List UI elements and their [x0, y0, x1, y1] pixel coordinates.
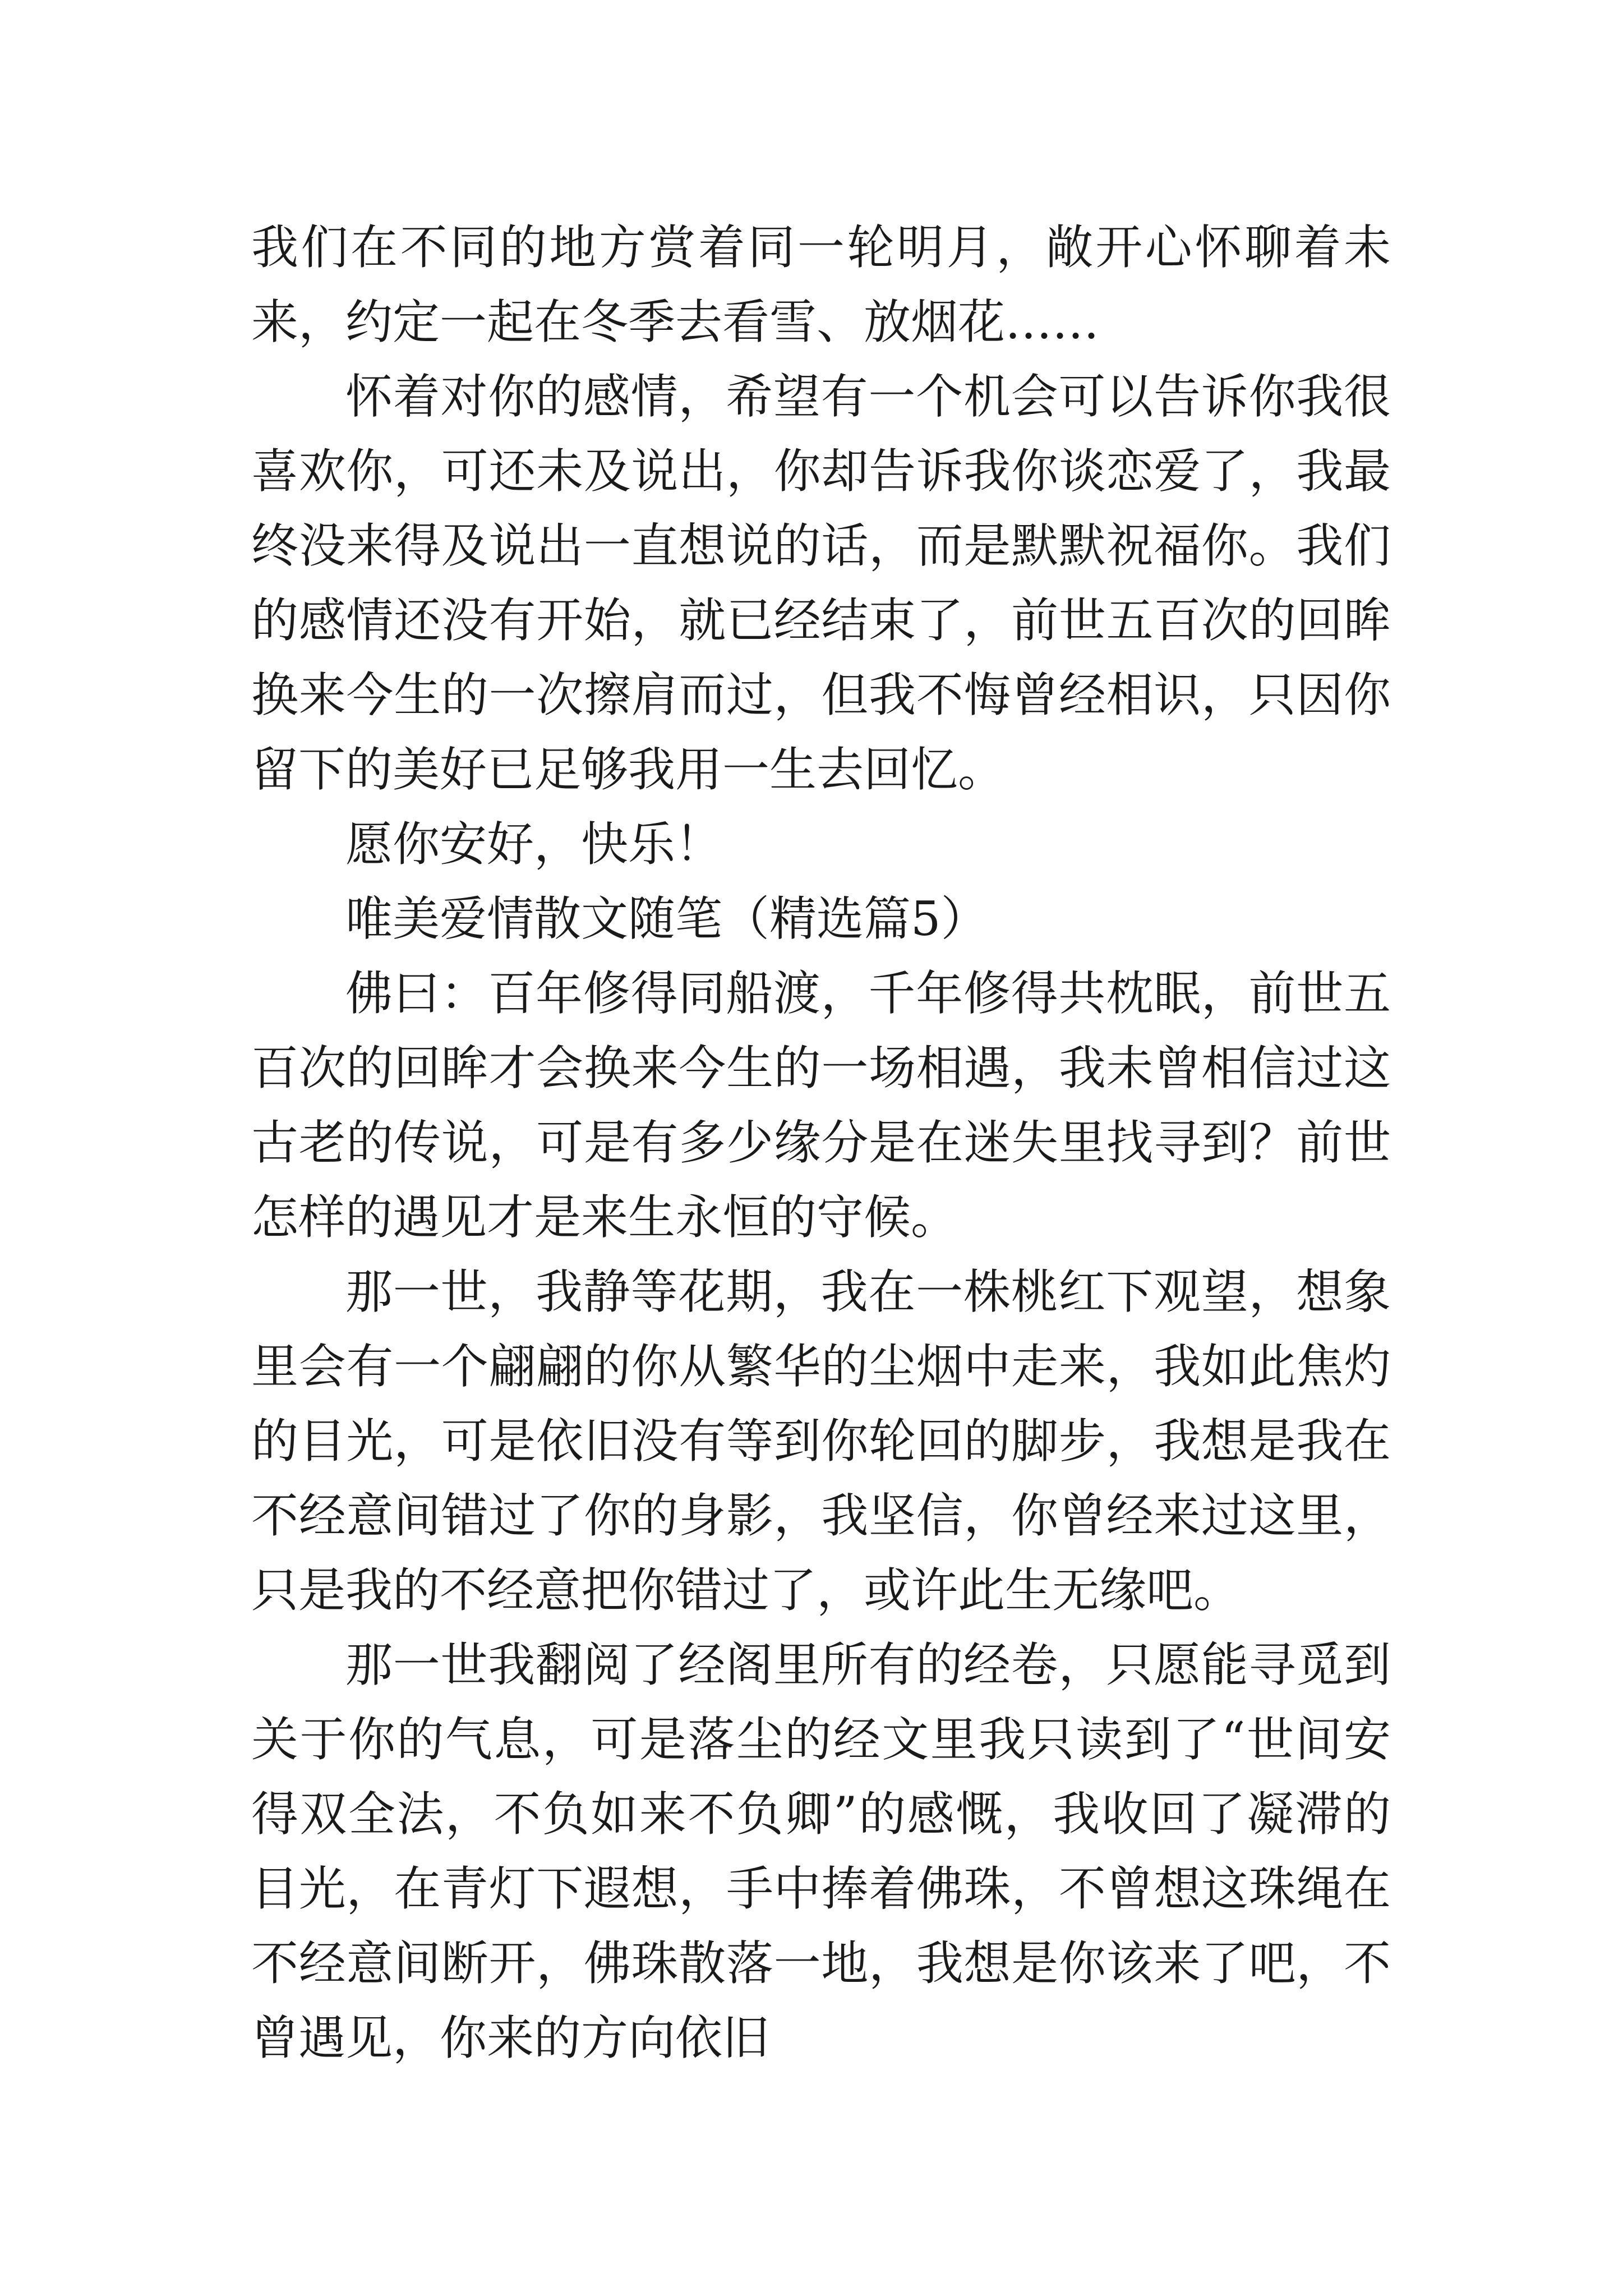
- paragraph-3: 愿你安好，快乐！: [345, 817, 723, 872]
- paragraph-6: 那一世，我静等花期，我在一株桃红下观望，想象里会有一个翩翩的你从繁华的尘烟中走来，我如此焦灼的目光，可是依旧没有等到你轮回的脚步，我想是我在不经意间错过了你的身影，我坚信，你曾经来过这里，只是我的不经意把你错过了，或许此生无缘吧。: [251, 1264, 1391, 1618]
- section-heading: 唯美爱情散文随笔（精选篇5）: [345, 891, 988, 946]
- paragraph-1: 我们在不同的地方赏着同一轮明月，敞开心怀聊着未来，约定一起在冬季去看雪、放烟花……: [251, 220, 1391, 349]
- paragraph-7: 那一世我翻阅了经阁里所有的经卷，只愿能寻觅到关于你的气息，可是落尘的经文里我只读到了“世间安得双全法，不负如来不负卿”的感慨，我收回了凝滞的目光，在青灯下遐想，手中捧着佛珠，不曾想这珠绳在不经意间断开，佛珠散落一地，我想是你该来了吧，不曾遇见，你来的方向依旧: [251, 1637, 1391, 2065]
- paragraph-2: 怀着对你的感情，希望有一个机会可以告诉你我很喜欢你，可还未及说出，你却告诉我你谈恋爱了，我最终没来得及说出一直想说的话，而是默默祝福你。我们的感情还没有开始，就已经结束了，前世五百次的回眸换来今生的一次擦肩而过，但我不悔曾经相识，只因你留下的美好已足够我用一生去回忆。: [251, 369, 1391, 797]
- paragraph-5: 佛曰：百年修得同船渡，千年修得共枕眠，前世五百次的回眸才会换来今生的一场相遇，我未曾相信过这古老的传说，可是有多少缘分是在迷失里找寻到？前世怎样的遇见才是来生永恒的守候。: [251, 966, 1391, 1245]
- document-body: [251, 210, 1391, 2076]
